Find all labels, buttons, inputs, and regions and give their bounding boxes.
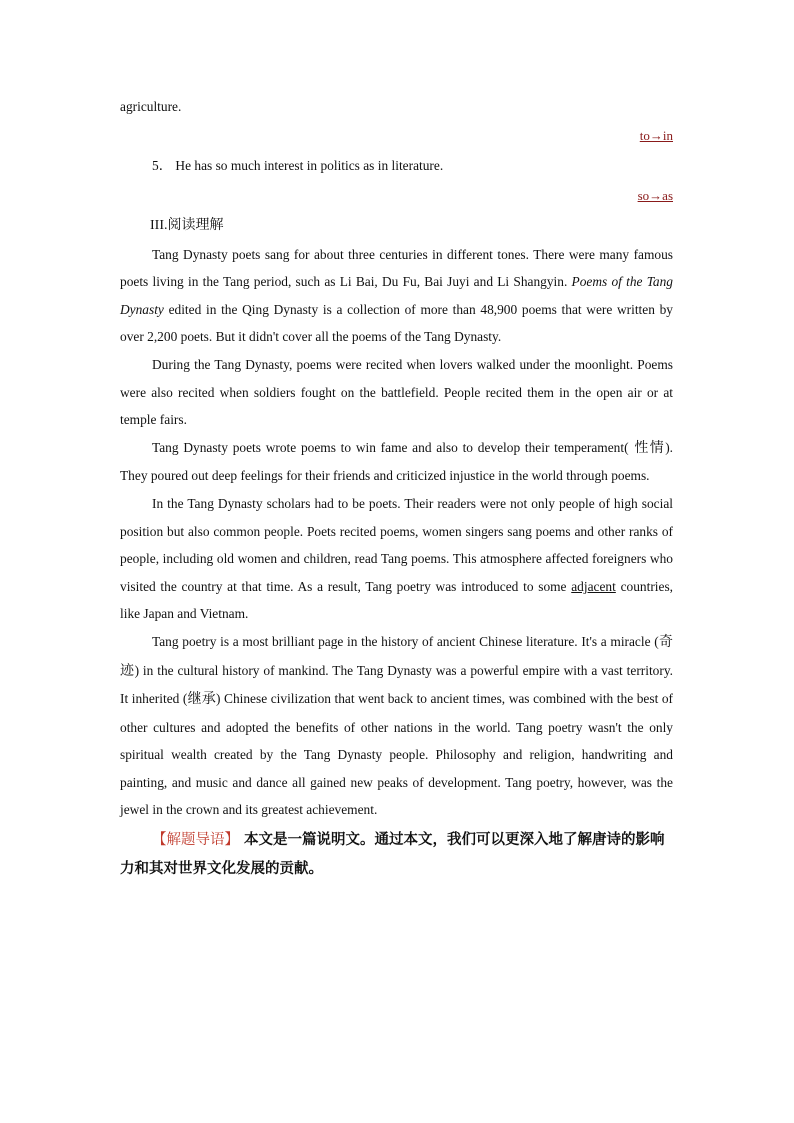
guide-note	[120, 826, 673, 884]
prev-sentence-fragment: agriculture.	[120, 99, 182, 114]
passage-paragraph-4: In the Tang Dynasty scholars had to be poets. Their readers were not only people of high social position but also common people. Poets recited poems, women singers sang poems and other ranks of people, including old women and children, read Tang poems. This atmosphere affected foreigners who visited the country at that time. As a result, Tang poetry was introduced to some adjacent countries, like Japan and Vietnam.	[120, 495, 673, 622]
exercise-item-5: 5． He has so much interest in politics as in literature.	[152, 157, 444, 173]
document-page	[120, 93, 673, 899]
answer-correction-4: to→in	[639, 127, 673, 143]
passage-paragraph-1: Tang Dynasty poets sang for about three centuries in different tones. There were many famous poets living in the Tang period, such as Li Bai, Du Fu, Bai Juyi and Li Shangyin. Poems of the Tang Dynasty edited in the Qing Dynasty is a collection of more than 48,900 poems that were written by over 2,200 poets. But it didn't cover all the poems of the Tang Dynasty.	[120, 246, 673, 345]
underlined-word: adjacent	[571, 578, 616, 594]
book-title: Poems of the Tang Dynasty	[120, 274, 673, 317]
answer-correction-5: so→as	[637, 187, 673, 203]
passage-paragraph-2: During the Tang Dynasty, poems were recited when lovers walked under the moonlight. Poems were also recited when soldiers fought on the battlefield. People recited them in the open air or at temple fairs.	[120, 356, 673, 428]
guide-text: 本文是一篇说明文。通过本文，我们可以更深入地了解唐诗的影响力和其对世界文化发展的贡献。	[120, 832, 665, 878]
passage-paragraph-3: Tang Dynasty poets wrote poems to win fame and also to develop their temperament( 性情). They poured out deep feelings for their friends and criticized injustice in the world through poems.	[120, 439, 673, 484]
guide-tag: 【解题导语】	[152, 832, 239, 849]
passage-paragraph-5: Tang poetry is a most brilliant page in the history of ancient Chinese literature. It's a miracle (奇迹) in the cultural history of mankind. The Tang Dynasty was a powerful empire with a vast territory. It inherited (继承) Chinese civilization that went back to ancient times, was combined with the best of other cultures and adopted the benefits of other nations in the world. Tang poetry wasn't the only spiritual wealth created by the Tang Dynasty people. Philosophy and religion, handwriting and painting, and music and dance all gained new peaks of development. Tang poetry, however, was the jewel in the crown and its greatest achievement.	[120, 633, 674, 818]
chinese-gloss: 继承	[187, 691, 216, 708]
chinese-gloss: 性情	[628, 439, 666, 456]
chinese-gloss: 奇迹	[120, 633, 673, 679]
section-title: III.阅读理解	[150, 217, 224, 233]
